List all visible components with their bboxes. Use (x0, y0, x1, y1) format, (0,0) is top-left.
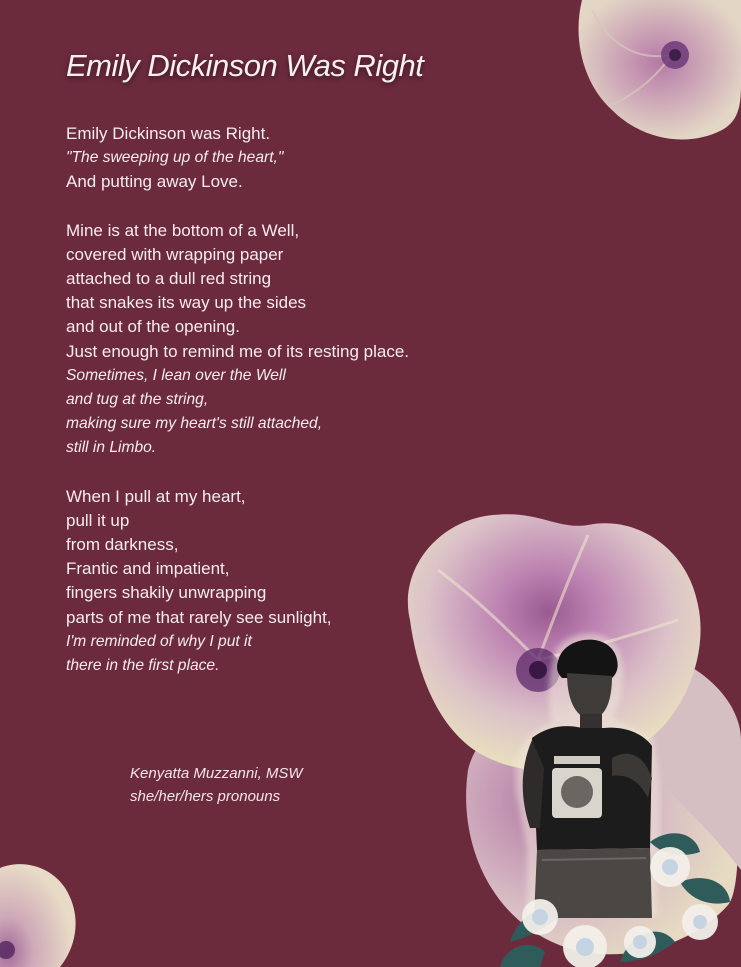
poem-line: and out of the opening. (66, 317, 240, 337)
poem-line: covered with wrapping paper (66, 244, 284, 264)
poem-title: Emily Dickinson Was Right (66, 48, 424, 83)
stanza (66, 485, 496, 679)
poem-line: making sure my heart's still attached, (66, 415, 323, 433)
white-flower-bouquet (500, 822, 730, 967)
stanza (66, 219, 496, 461)
poem-body (66, 122, 496, 702)
poem-line: I'm reminded of why I put it (66, 632, 252, 650)
poem-line: Just enough to remind me of its resting place. (66, 341, 410, 361)
poem-line: parts of me that rarely see sunlight, (66, 607, 332, 627)
poem-line: attached to a dull red string (66, 269, 272, 289)
poem-line: Frantic and impatient, (66, 559, 230, 579)
poem-line: and tug at the string, (66, 391, 209, 409)
hibiscus-flower-bottom-left (0, 858, 80, 967)
poem-line: there in the first place. (66, 657, 220, 675)
hibiscus-flower-top-right (572, 0, 741, 145)
author-credit (130, 762, 303, 808)
poem-line: still in Limbo. (66, 439, 157, 457)
poem-line: fingers shakily unwrapping (66, 583, 267, 603)
poem-line: pull it up (66, 510, 130, 530)
author-name: Kenyatta Muzzanni, MSW (130, 765, 303, 782)
stanza (66, 122, 496, 195)
poem-line: Sometimes, I lean over the Well (66, 366, 286, 384)
poem-line: Mine is at the bottom of a Well, (66, 220, 300, 240)
poem-line: "The sweeping up of the heart," (66, 149, 284, 167)
author-pronouns: she/her/hers pronouns (130, 788, 281, 805)
poem-line: Emily Dickinson was Right. (66, 124, 271, 143)
poem-line: that snakes its way up the sides (66, 293, 307, 313)
poem-line: from darkness, (66, 535, 179, 555)
poem-line: And putting away Love. (66, 172, 243, 192)
poem-line: When I pull at my heart, (66, 486, 246, 506)
